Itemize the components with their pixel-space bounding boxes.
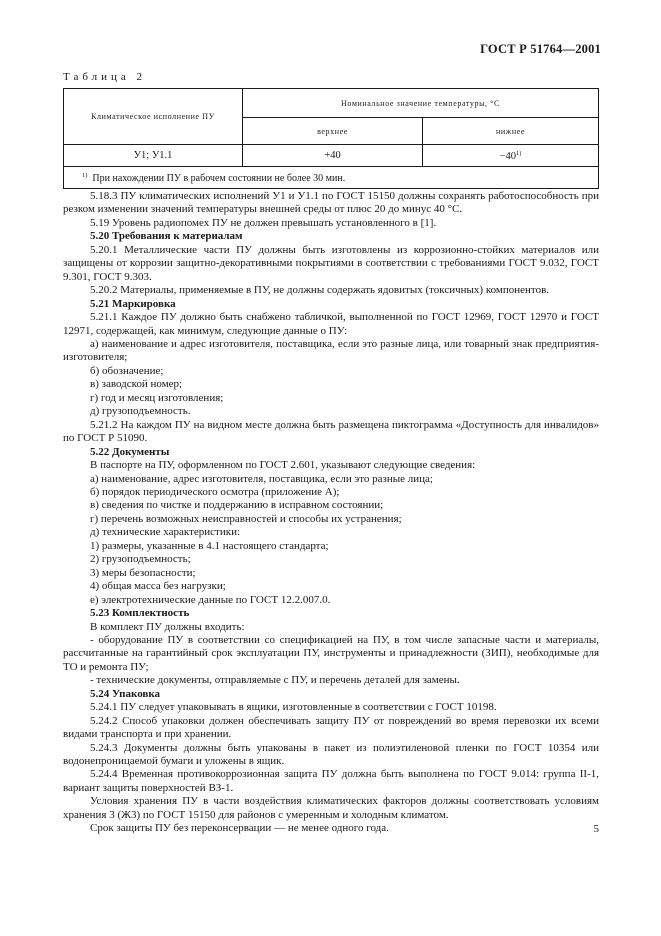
cell-climatic: У1; У1.1 (64, 145, 243, 167)
table-footnote (64, 167, 599, 189)
list-item: 3) меры безопасности; (90, 566, 196, 579)
cell-upper: +40 (243, 145, 423, 167)
list-item: г) перечень возможных неисправностей и способы их устранения; (90, 512, 402, 525)
paragraph-5-24-4: 5.24.4 Временная противокоррозионная защита ПУ должна быть выполнена по ГОСТ 9.014: группа II-1, вариант защиты поверхностей ВЗ-1. (63, 768, 599, 794)
paragraph-5-19: 5.19 Уровень радиопомех ПУ не должен превышать установленного в [1]. (90, 216, 437, 229)
footnote-mark: 1) (82, 171, 88, 179)
cell-lower-value: −40 (499, 150, 516, 162)
list-item: а) наименование, адрес изготовителя, поставщика, если это разные лица; (90, 472, 433, 485)
table-row (64, 145, 599, 167)
list-item: 2) грузоподъемность; (90, 553, 191, 566)
paragraph-storage-conditions: Условия хранения ПУ в части воздействия климатических факторов должны соответствовать условиям хранения 3 (Ж3) по ГОСТ 15150 для районов с умеренным и холодным климатом. (63, 795, 599, 821)
document-body (63, 190, 599, 836)
list-item: - оборудование ПУ в соответствии со спецификацией на ПУ, в том числе запасные части и материалы, рассчитанные на гарантийный срок эксплуатации ПУ, инструменты и принадлежности (ЗИП), необходимые для ТО и ремонта ПУ; (63, 633, 599, 673)
paragraph-5-20-2: 5.20.2 Материалы, применяемые в ПУ, не должны содержать ядовитых (токсичных) компонентов. (90, 284, 550, 297)
page-number: 5 (593, 823, 599, 835)
section-heading-5-22: 5.22 Документы (90, 445, 170, 458)
paragraph-5-21-2: 5.21.2 На каждом ПУ на видном месте должна быть размещена пиктограмма «Доступность для инвалидов» по ГОСТ Р 51090. (63, 418, 599, 445)
list-item: г) год и месяц изготовления; (90, 391, 224, 404)
paragraph-5-21-1: 5.21.1 Каждое ПУ должно быть снабжено табличкой, выполненной по ГОСТ 12969, ГОСТ 12970 и ГОСТ 12971, содержащей, как минимум, следующие данные о ПУ: (63, 311, 599, 337)
section-heading-5-20: 5.20 Требования к материалам (90, 230, 243, 243)
section-heading-5-21: 5.21 Маркировка (90, 297, 176, 310)
list-item: в) сведения по чистке и поддержанию в исправном состоянии; (90, 499, 384, 512)
header-climatic: Климатическое исполнение ПУ (64, 89, 243, 145)
document-header: ГОСТ Р 51764—2001 (480, 42, 601, 56)
paragraph-5-24-2: 5.24.2 Способ упаковки должен обеспечивать защиту ПУ от повреждений во время перевозки их всеми видами транспорта и при хранении. (63, 714, 599, 741)
footnote-text: При нахождении ПУ в рабочем состоянии не более 30 мин. (92, 172, 346, 184)
footnote-ref: 1) (516, 149, 522, 157)
paragraph-protection-term: Срок защиты ПУ без переконсервации — не менее одного года. (90, 822, 389, 835)
list-item: - технические документы, отправляемые с ПУ, и перечень деталей для замены. (90, 674, 460, 687)
list-item: б) порядок периодического осмотра (приложение А); (90, 485, 340, 498)
section-heading-5-23: 5.23 Комплектность (90, 607, 190, 620)
list-item: д) технические характеристики: (90, 526, 241, 539)
paragraph-5-24-3: 5.24.3 Документы должны быть упакованы в пакет из полиэтиленовой пленки по ГОСТ 10354 или водонепроницаемой бумаги и уложены в ящик. (63, 741, 599, 768)
list-item: б) обозначение; (90, 364, 164, 377)
cell-lower (423, 145, 599, 167)
temperature-table (63, 88, 599, 189)
header-upper: верхнее (243, 118, 423, 145)
paragraph-5-24-1: 5.24.1 ПУ следует упаковывать в ящики, изготовленные в соответствии с ГОСТ 10198. (90, 701, 497, 714)
list-item: 4) общая масса без нагрузки; (90, 580, 226, 593)
paragraph-5-20-1: 5.20.1 Металлические части ПУ должны быть изготовлены из коррозионно-стойких материалов или защищены от коррозии защитно-декоративными покрытиями в соответствии с требованиями ГОСТ 9.032, ГОСТ 9.301, ГОСТ 9.303. (63, 243, 599, 283)
list-item: а) наименование и адрес изготовителя, поставщика, если это разные лица, или товарный знак предприятия-изготовителя; (63, 337, 599, 364)
list-item: е) электротехнические данные по ГОСТ 12.2.007.0. (90, 593, 331, 606)
header-nominal-temperature: Номинальное значение температуры, °С (243, 89, 599, 118)
list-item: в) заводской номер; (90, 378, 183, 391)
list-item: 1) размеры, указанные в 4.1 настоящего стандарта; (90, 539, 329, 552)
paragraph-5-22-intro: В паспорте на ПУ, оформленном по ГОСТ 2.601, указывают следующие сведения: (90, 459, 476, 472)
section-heading-5-24: 5.24 Упаковка (90, 687, 161, 700)
header-lower: нижнее (423, 118, 599, 145)
list-item: д) грузоподъемность. (90, 405, 191, 418)
table-caption: Таблица 2 (63, 71, 147, 83)
paragraph-5-23-intro: В комплект ПУ должны входить: (90, 620, 245, 633)
paragraph-5-18-3: 5.18.3 ПУ климатических исполнений У1 и У1.1 по ГОСТ 15150 должны сохранять работоспособность при резком изменении значений температуры внешней среды от плюс 20 до минус 40 °С. (63, 190, 599, 216)
